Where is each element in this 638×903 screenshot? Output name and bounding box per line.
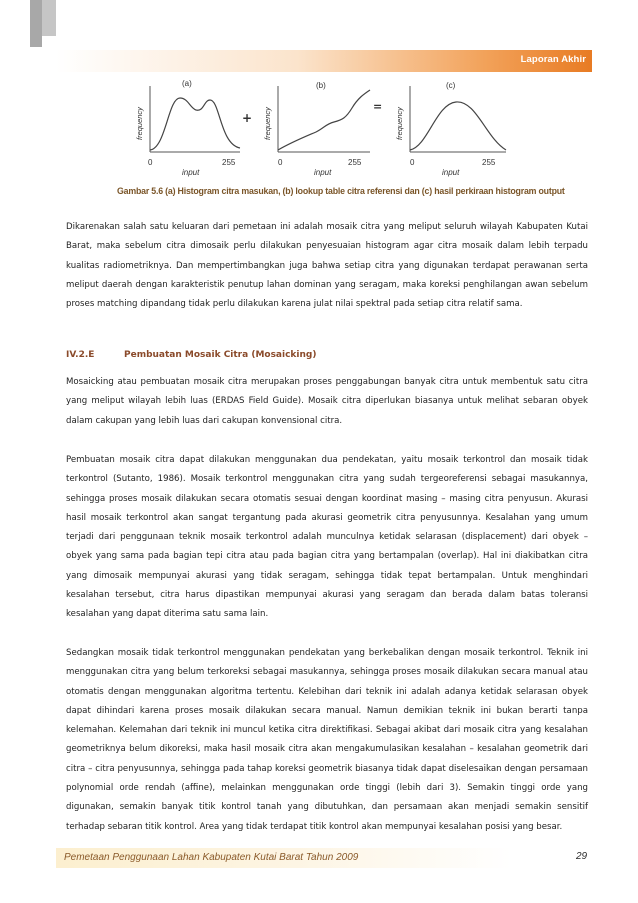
section-number: IV.2.E [66,350,95,360]
panel-a-xmax: 255 [222,158,236,167]
panel-b-xmax: 255 [348,158,362,167]
panel-b-ylabel: frequency [263,107,272,140]
panel-a [135,79,240,177]
panel-a-curve [150,98,240,150]
panel-b-curve [278,90,370,150]
section-title: Pembuatan Mosaik Citra (Mosaicking) [124,350,317,360]
panel-b-label: (b) [316,81,326,90]
panel-c-xlabel: input [442,168,460,177]
paragraph-controlled-mosaic: Pembuatan mosaik citra dapat dilakukan menggunakan dua pendekatan, yaitu mosaik terkontrol dan mosaik tidak terkontrol (Sutanto, 1986). Mosaik terkontrol menggunakan citra yang sudah tergeoreferensi sebagai masukannya, sehingga proses mosaik dilakukan secara otomatis sesuai dengan koordinat masing – masing citra penyusun. Akurasi hasil mosaik terkontrol akan sangat tergantung pada akurasi geometrik citra penyusunnya. Kesalahan yang umum terjadi dari penggunaan teknik mosaik terkontrol adalah munculnya ketidak selarasan (displacement) dari obyek – obyek yang sama pada bagian tepi citra atau pada bagian citra yang bertampalan (overlap). Hal ini diakibatkan citra yang dimosaik mempunyai akurasi yang tidak seragam, sehingga tidak tepat bertampalan. Untuk menghindari kesalahan tersebut, citra harus dipastikan mempunyai akurasi yang seragam dan berada dalam batas toleransi kesalahan yang dapat diterima satu sama lain. [66,455,588,620]
corner-decoration-dark [30,0,42,47]
footer-bar [56,848,592,868]
footer-title: Pemetaan Penggunaan Lahan Kabupaten Kutai Barat Tahun 2009 [64,852,359,863]
histogram-figure [130,74,520,178]
equals-operator: = [373,100,383,113]
panel-c-curve [410,102,506,150]
panel-c-label: (c) [446,81,456,90]
panel-c-xmax: 255 [482,158,496,167]
panel-b-xlabel: input [314,168,332,177]
panel-c-xmin: 0 [410,158,415,167]
panel-a-xmin: 0 [148,158,153,167]
page-number: 29 [576,851,588,862]
section-heading [66,350,588,360]
panel-b [263,81,370,177]
paragraph-mosaicking-definition: Mosaicking atau pembuatan mosaik citra merupakan proses penggabungan banyak citra untuk membentuk satu citra yang meliput wilayah lebih luas (ERDAS Field Guide). Mosaik citra diperlukan biasanya untuk melihat sebaran obyek dalam cakupan yang lebih luas dari cakupan konvensional citra. [66,377,588,426]
panel-a-xlabel: input [182,168,200,177]
panel-c [395,81,506,177]
panel-a-ylabel: frequency [135,107,144,140]
header-bar [56,50,592,72]
plus-operator: + [242,111,253,125]
paragraph-histogram-matching: Dikarenakan salah satu keluaran dari pemetaan ini adalah mosaik citra yang meliput seluruh wilayah Kabupaten Kutai Barat, maka sebelum citra dimosaik perlu dilakukan penyesuaian histogram agar citra mosaik dalam lebih terpadu kualitas radiometriknya. Dan mempertimbangkan juga bahwa setiap citra yang digunakan terdapat perawanan serta meliput daerah dengan karakteristik penutup lahan dominan yang seragam, maka koreksi penghilangan awan sebelum proses matching dipandang tidak perlu dilakukan karena julat nilai spektral pada setiap citra relatif sama. [66,222,588,310]
panel-c-ylabel: frequency [395,107,404,140]
corner-decoration-light [42,0,56,36]
panel-b-xmin: 0 [278,158,283,167]
header-title: Laporan Akhir [520,54,586,65]
histogram-figure-svg [130,74,520,178]
panel-a-label: (a) [182,79,192,88]
figure-caption: Gambar 5.6 (a) Histogram citra masukan, (b) lookup table citra referensi dan (c) hasil perkiraan histogram output [117,186,565,196]
paragraph-uncontrolled-mosaic: Sedangkan mosaik tidak terkontrol menggunakan pendekatan yang berkebalikan dengan mosaik terkontrol. Teknik ini menggunakan citra yang belum terkoreksi sebagai masukannya, sehingga proses mosaik dilakukan secara manual atau otomatis dengan menggunakan algoritma tertentu. Kelebihan dari teknik ini adalah adanya ketidak selarasan obyek dapat dihindari karena proses mosaik dilakukan secara manual. Namun demikian teknik ini bukan berarti tanpa kelemahan. Kelemahan dari teknik ini muncul ketika citra direktifikasi. Sebagai akibat dari mosaik citra yang kesalahan geometriknya belum dikoreksi, maka hasil mosaik citra akan mengakumulasikan kesalahan – kesalahan geometrik dari citra – citra penyusunnya, sehingga pada tahap koreksi geometrik biasanya tidak dapat diselesaikan dengan persamaan polynomial orde rendah (affine), melainkan menggunakan orde tinggi (lebih dari 3). Semakin tinggi orde yang digunakan, semakin banyak titik kontrol tanah yang dibutuhkan, dan persamaan akan menjadi semakin sensitif terhadap sebaran titik kontrol. Area yang tidak terdapat titik kontrol akan mempunyai kesalahan posisi yang besar. [66,648,588,832]
